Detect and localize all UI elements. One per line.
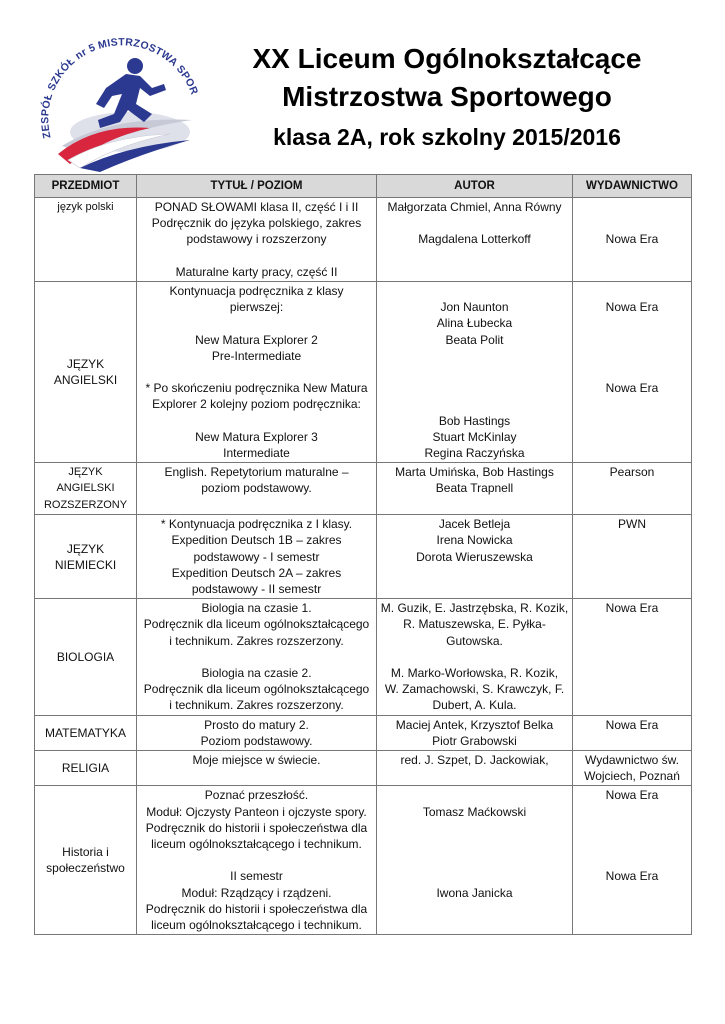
title-cell	[137, 282, 377, 463]
publisher-cell	[573, 198, 692, 282]
author-line: Magdalena Lotterkoff	[418, 232, 531, 247]
author-line: Maciej Antek, Krzysztof Belka	[395, 717, 554, 732]
subject-text: JĘZYK	[66, 356, 105, 371]
publisher-line: Nowa Era	[605, 869, 659, 884]
title-cell	[137, 751, 377, 786]
title-line: pierwszej:	[229, 300, 284, 315]
publisher-cell	[573, 751, 692, 786]
title-line: Podręcznik do języka polskiego, zakres	[151, 216, 362, 231]
publisher-cell	[573, 786, 692, 935]
author-line: Gutowska.	[446, 633, 503, 648]
table-header-row	[35, 175, 692, 198]
author-line: Dorota Wieruszewska	[416, 549, 533, 564]
author-line: Iwona Janicka	[436, 885, 513, 900]
title-line: Maturalne karty pracy, część II	[175, 264, 338, 279]
author-line: Jacek Betleja	[438, 517, 511, 532]
author-line: Beata Trapnell	[435, 481, 514, 496]
subject-cell	[35, 463, 137, 515]
table-row	[35, 282, 692, 463]
table-row	[35, 786, 692, 935]
title-line: New Matura Explorer 3	[195, 429, 318, 444]
table-row	[35, 751, 692, 786]
title-line: Biologia na czasie 1.	[201, 601, 312, 616]
author-cell	[377, 463, 573, 515]
subject-text: RELIGIA	[61, 761, 110, 776]
publisher-line: Wydawnictwo św.	[585, 753, 679, 768]
author-cell	[377, 599, 573, 715]
title-cell	[137, 715, 377, 750]
author-line: Marta Umińska, Bob Hastings	[395, 465, 554, 480]
publisher-cell	[573, 599, 692, 715]
subject-cell	[35, 282, 137, 463]
table-row	[35, 198, 692, 282]
author-cell	[377, 751, 573, 786]
author-line: R. Matuszewska, E. Pyłka-	[403, 617, 546, 632]
author-line: Regina Raczyńska	[424, 446, 525, 460]
author-cell	[377, 515, 573, 599]
publisher-cell	[573, 282, 692, 463]
table-row	[35, 715, 692, 750]
title-line: Expedition Deutsch 2A – zakres	[171, 565, 342, 580]
title-cell	[137, 599, 377, 715]
author-line: Beata Polit	[445, 332, 504, 347]
subject-text: ANGIELSKI	[53, 373, 118, 388]
author-cell	[377, 715, 573, 750]
title-line: II semestr	[230, 869, 283, 884]
author-line: Irena Nowicka	[436, 533, 513, 548]
title-line: podstawowy - I semestr	[193, 549, 320, 564]
column-header-author: AUTOR	[377, 175, 573, 198]
title-line: English. Repetytorium maturalne –	[164, 465, 349, 480]
column-header-title: TYTUŁ / POZIOM	[137, 175, 377, 198]
subject-text: społeczeństwo	[46, 861, 125, 876]
publisher-line: Nowa Era	[605, 232, 659, 247]
publisher-cell	[573, 515, 692, 599]
publisher-cell	[573, 463, 692, 515]
title-line: i technikum. Zakres rozszerzony.	[169, 698, 344, 713]
author-line: Małgorzata Chmiel, Anna Równy	[387, 200, 562, 214]
author-line: Dubert, A. Kula.	[432, 698, 517, 713]
publisher-cell	[573, 715, 692, 750]
subject-cell	[35, 198, 137, 282]
title-line: Pre-Intermediate	[211, 348, 302, 363]
title-line: Moje miejsce w świecie.	[192, 753, 321, 768]
title-line: Podręcznik dla liceum ogólnokształcącego	[143, 682, 370, 697]
title-line: Intermediate	[223, 445, 290, 460]
title-line: * Kontynuacja podręcznika z I klasy.	[160, 517, 353, 532]
title-line: Prosto do matury 2.	[204, 717, 309, 732]
author-line: Jon Naunton	[440, 300, 509, 315]
title-cell	[137, 515, 377, 599]
title-line: Moduł: Ojczysty Panteon i ojczyste spory.	[146, 804, 367, 819]
subject-cell	[35, 751, 137, 786]
title-line: podstawowy - II semestr	[191, 582, 322, 597]
author-line: Piotr Grabowski	[432, 733, 517, 748]
subject-text: ROZSZERZONY	[43, 498, 128, 511]
author-line: Bob Hastings	[438, 413, 511, 428]
subject-text: język polski	[57, 201, 114, 213]
title-line: liceum ogólnokształcącego i technikum.	[151, 837, 362, 852]
title-line: New Matura Explorer 2	[195, 332, 318, 347]
subject-cell	[35, 786, 137, 935]
subject-cell	[35, 515, 137, 599]
subject-cell	[35, 599, 137, 715]
author-line: M. Marko-Worłowska, R. Kozik,	[390, 666, 559, 681]
author-line: W. Zamachowski, S. Krawczyk, F.	[384, 682, 565, 697]
publisher-line: Nowa Era	[605, 717, 659, 732]
author-line: M. Guzik, E. Jastrzębska, R. Kozik,	[380, 601, 569, 616]
title-line: Biologia na czasie 2.	[201, 666, 312, 681]
author-cell	[377, 282, 573, 463]
table-row	[35, 515, 692, 599]
title-line: Poznać przeszłość.	[204, 788, 309, 803]
author-line: Stuart McKinlay	[432, 429, 517, 444]
title-line: Podręcznik dla liceum ogólnokształcącego	[143, 617, 370, 632]
subject-text: ANGIELSKI	[56, 482, 115, 495]
title-line: Kontynuacja podręcznika z klasy	[169, 284, 344, 298]
publisher-line: Nowa Era	[605, 300, 659, 315]
publisher-line: Nowa Era	[605, 381, 659, 396]
subject-text: JĘZYK	[66, 541, 105, 556]
title-cell	[137, 786, 377, 935]
subject-text: JĘZYK	[68, 466, 103, 479]
title-cell	[137, 463, 377, 515]
table-row	[35, 599, 692, 715]
title-line: Moduł: Rządzący i rządzeni.	[181, 885, 332, 900]
school-logo-graphic	[40, 24, 205, 174]
title-line: podstawowy i rozszerzony	[186, 232, 327, 247]
author-cell	[377, 198, 573, 282]
title-line: Expedition Deutsch 1B – zakres	[171, 533, 342, 548]
title-line: Podręcznik do historii i społeczeństwa dla	[145, 901, 368, 916]
publisher-line: Nowa Era	[605, 788, 659, 803]
textbook-table	[34, 174, 692, 935]
table-row	[35, 463, 692, 515]
school-name-line-2: Mistrzostwa Sportowego	[282, 81, 612, 112]
title-line: PONAD SŁOWAMI klasa II, część I i II	[154, 200, 359, 214]
title-line: i technikum. Zakres rozszerzony.	[169, 633, 344, 648]
title-line: liceum ogólnokształcącego i technikum.	[151, 918, 362, 933]
school-logo	[40, 24, 205, 174]
title-line: Podręcznik do historii i społeczeństwa dla	[145, 820, 368, 835]
publisher-line: PWN	[618, 517, 646, 532]
class-year-subtitle: klasa 2A, rok szkolny 2015/2016	[273, 124, 621, 150]
author-cell	[377, 786, 573, 935]
document-title-block	[222, 40, 672, 154]
author-line: Tomasz Maćkowski	[422, 804, 527, 819]
title-line: Explorer 2 kolejny poziom podręcznika:	[152, 397, 361, 412]
subject-text: MATEMATYKA	[45, 725, 126, 740]
author-line: red. J. Szpet, D. Jackowiak,	[400, 753, 549, 768]
column-header-publisher: WYDAWNICTWO	[573, 175, 692, 198]
subject-text: Historia i	[62, 845, 109, 860]
publisher-line: Wojciech, Poznań	[584, 769, 680, 784]
author-line: Alina Łubecka	[436, 316, 513, 331]
title-cell	[137, 198, 377, 282]
subject-text: BIOLOGIA	[56, 649, 115, 664]
subject-cell	[35, 715, 137, 750]
title-line: poziom podstawowy.	[201, 481, 312, 496]
publisher-line: Pearson	[609, 465, 655, 480]
title-line: * Po skończeniu podręcznika New Matura	[145, 381, 368, 396]
subject-text: NIEMIECKI	[54, 557, 117, 572]
logo-text: ZESPÓŁ SZKÓŁ nr 5 MISTRZOSTWA SPOR	[40, 36, 201, 140]
publisher-line: Nowa Era	[605, 601, 659, 616]
column-header-subject: PRZEDMIOT	[35, 175, 137, 198]
title-line: Poziom podstawowy.	[200, 733, 313, 748]
school-name-line-1: XX Liceum Ogólnokształcące	[252, 43, 642, 74]
